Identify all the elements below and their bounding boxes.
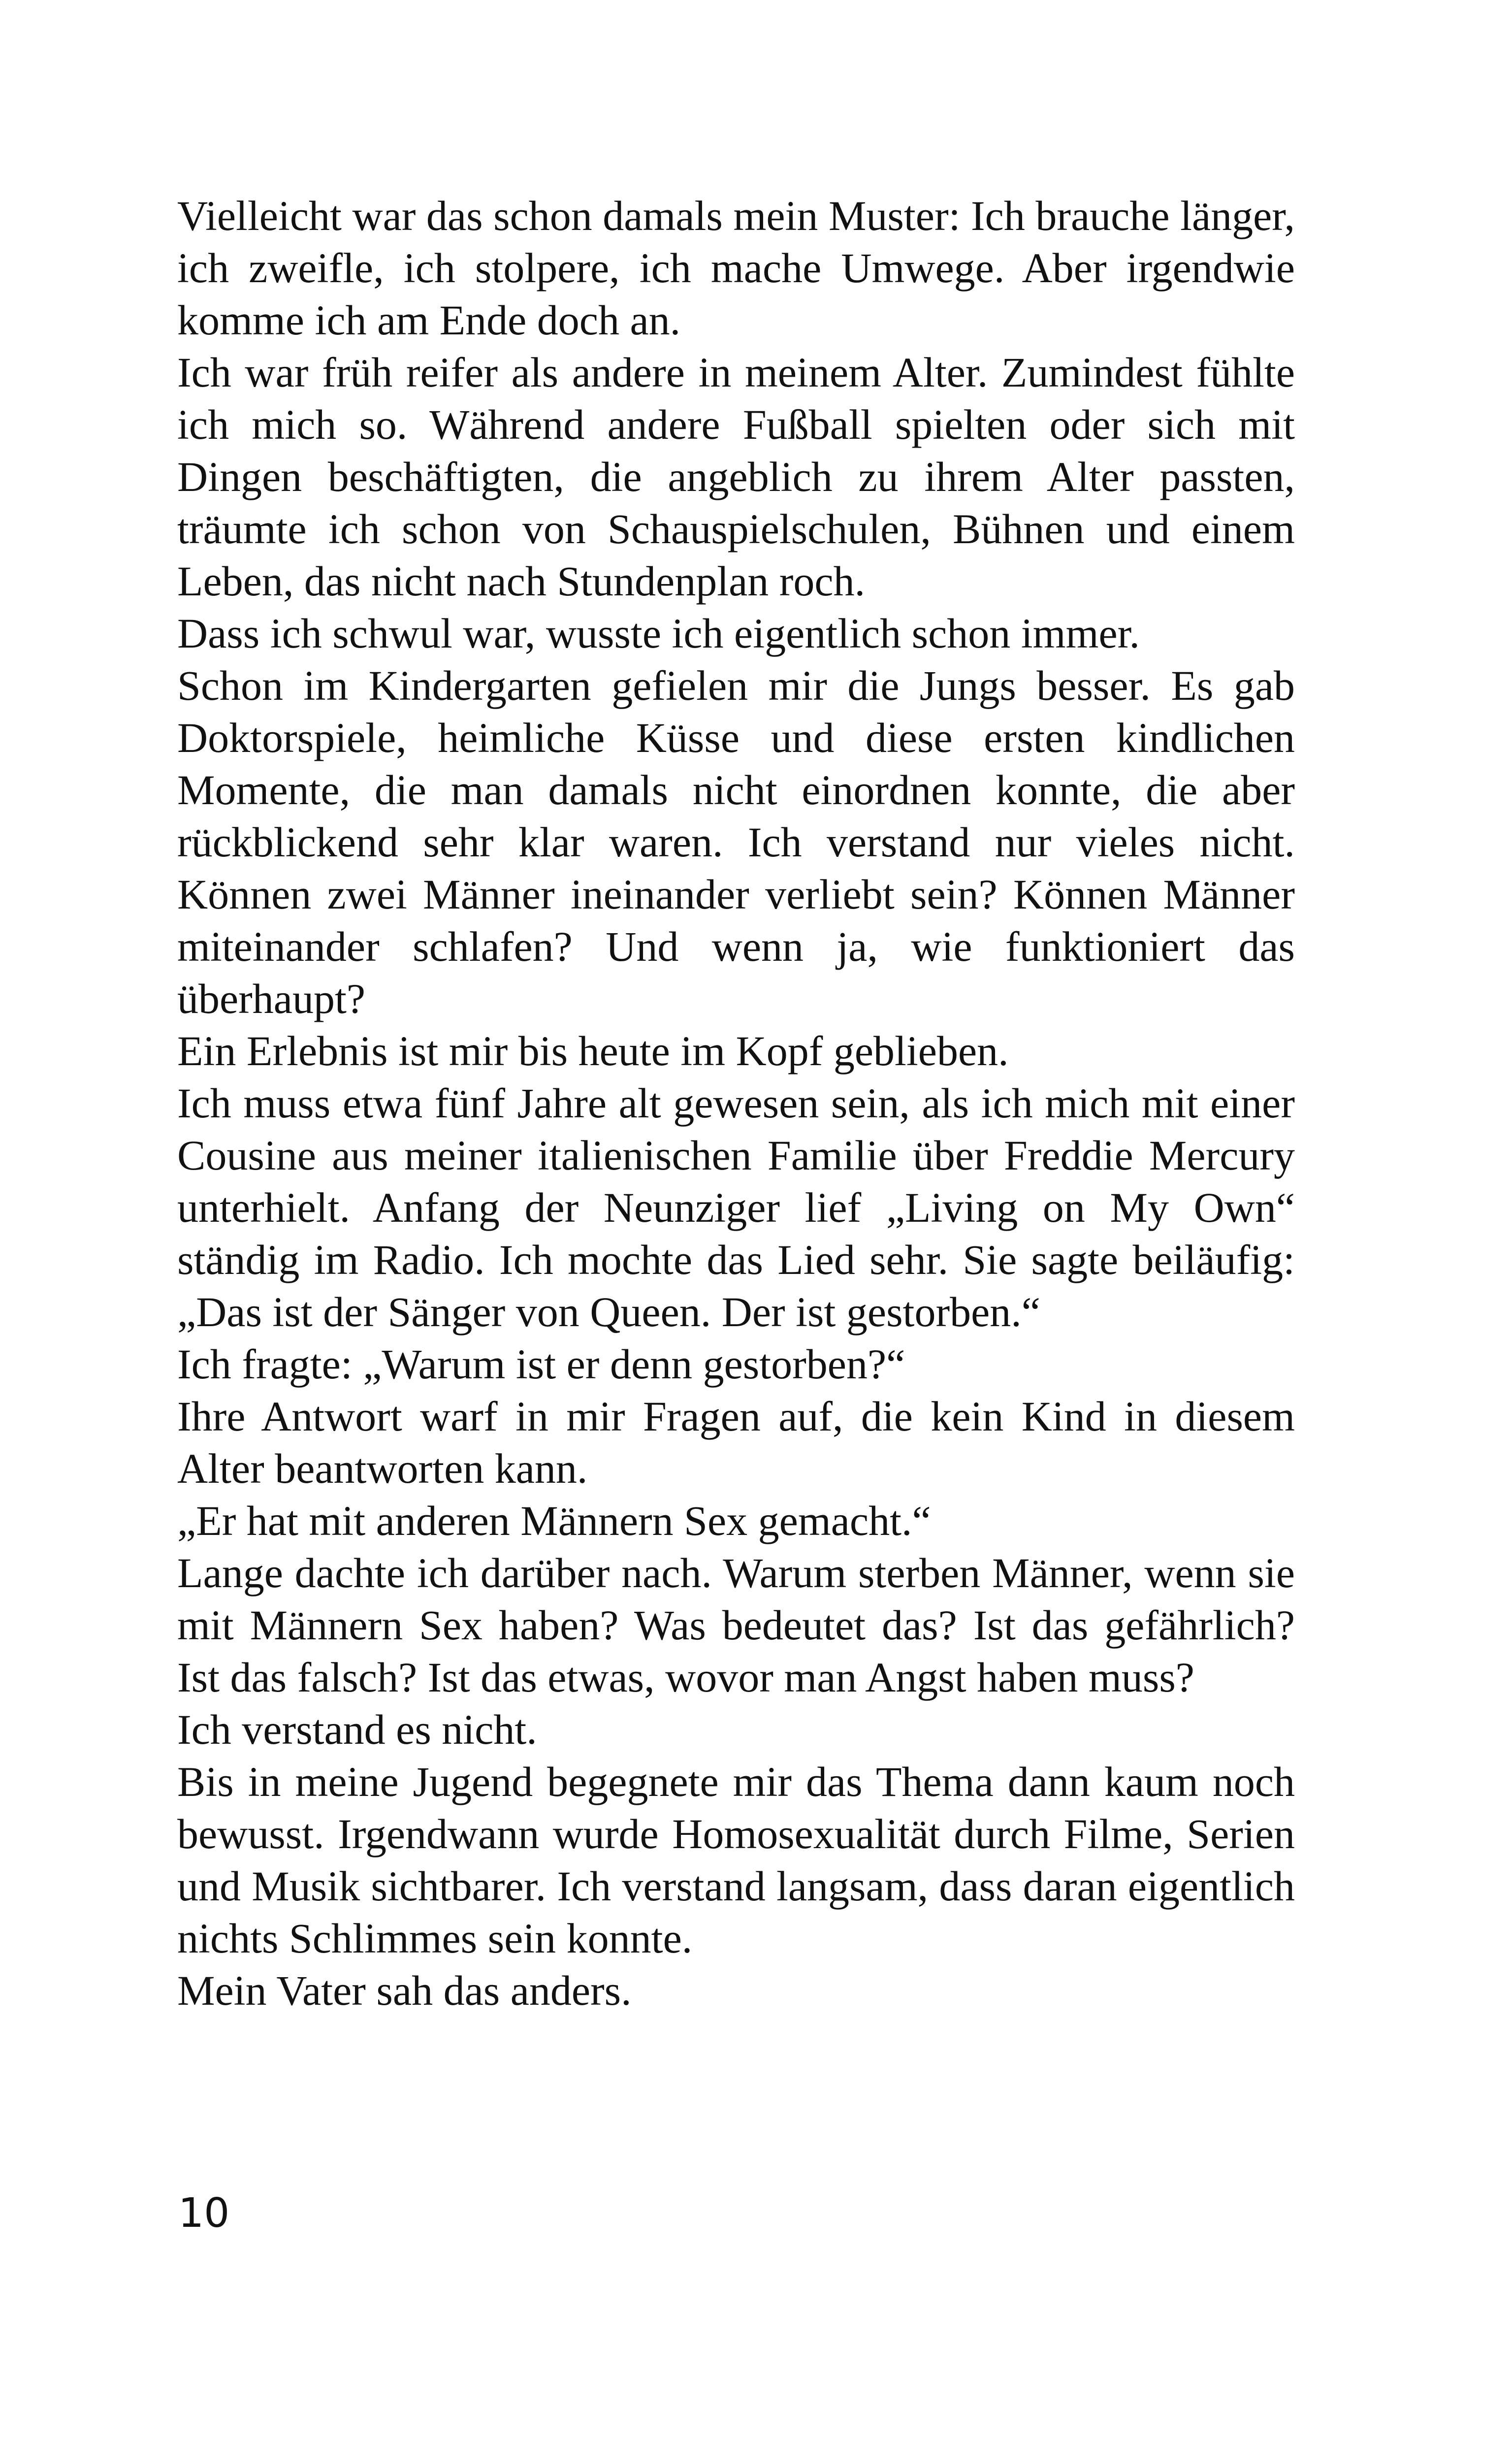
paragraph-8: Ihre Antwort warf in mir Fragen auf, die kein Kind in diesem Alter beantworten kann. [177, 1393, 1295, 1492]
paragraph-4: Schon im Kindergarten gefielen mir die Jungs besser. Es gab Doktorspiele, heimliche Küsse und diese ersten kindlichen Momente, die man damals nicht einordnen konnte, die aber rückblickend sehr klar waren. Ich verstand nur vieles nicht. Können zwei Männer ineinander verliebt sein? Können Männer miteinander schlafen? Und wenn ja, wie funktioniert das überhaupt? [177, 662, 1295, 1022]
paragraph-10: Lange dachte ich darüber nach. Warum sterben Männer, wenn sie mit Männern Sex haben? Was bedeutet das? Ist das gefährlich? Ist das falsch? Ist das etwas, wovor man Angst haben muss? [177, 1549, 1295, 1701]
paragraph-6: Ich muss etwa fünf Jahre alt gewesen sein, als ich mich mit einer Cousine aus meiner italienischen Familie über Freddie Mercury unterhielt. Anfang der Neunziger lief „Living on My Own“ ständig im Radio. Ich mochte das Lied sehr. Sie sagte beiläufig: „Das ist der Sänger von Queen. Der ist gestorben.“ [177, 1079, 1295, 1336]
paragraph-11: Ich verstand es nicht. [177, 1706, 537, 1753]
paragraph-3: Dass ich schwul war, wusste ich eigentlich schon immer. [177, 610, 1140, 657]
paragraph-9: „Er hat mit anderen Männern Sex gemacht.“ [177, 1497, 931, 1544]
page-number: 10 [178, 2190, 230, 2237]
paragraph-1: Vielleicht war das schon damals mein Muster: Ich brauche länger, ich zweifle, ich stolpere, ich mache Umwege. Aber irgendwie komme ich am Ende doch an. [177, 192, 1295, 344]
paragraph-12: Bis in meine Jugend begegnete mir das Thema dann kaum noch bewusst. Irgendwann wurde Homosexualität durch Filme, Serien und Musik sichtbarer. Ich verstand langsam, dass daran eigentlich nichts Schlimmes sein konnte. [177, 1758, 1295, 1962]
paragraph-5: Ein Erlebnis ist mir bis heute im Kopf geblieben. [177, 1027, 1009, 1075]
paragraph-2: Ich war früh reifer als andere in meinem Alter. Zumindest fühlte ich mich so. Während andere Fußball spielten oder sich mit Dingen beschäftigten, die angeblich zu ihrem Alter passten, träumte ich schon von Schauspielschulen, Bühnen und einem Leben, das nicht nach Stundenplan roch. [177, 349, 1295, 605]
paragraph-13: Mein Vater sah das anders. [177, 1967, 632, 2014]
body-text [177, 190, 1295, 2017]
paragraph-7: Ich fragte: „Warum ist er denn gestorben?“ [177, 1340, 905, 1388]
